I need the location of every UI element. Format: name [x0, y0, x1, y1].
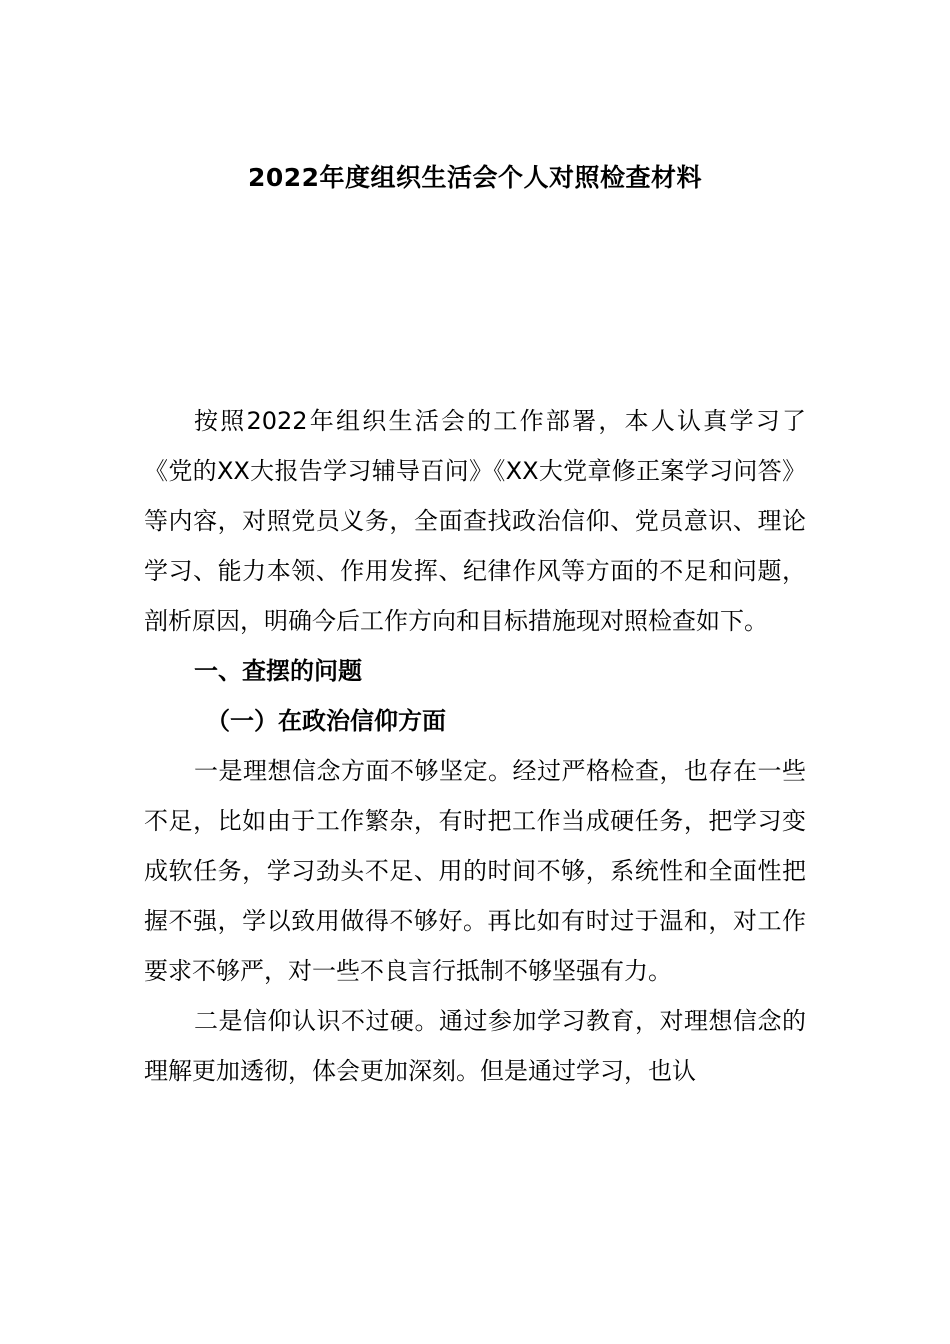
paragraph-point-two: 二是信仰认识不过硬。通过参加学习教育，对理想信念的理解更加透彻，体会更加深刻。但是通过学习，也认 — [144, 1007, 806, 1085]
document-title: 2022年度组织生活会个人对照检查材料 — [247, 163, 703, 192]
document-body — [144, 396, 806, 1096]
section-heading-problems: 一、查摆的问题 — [194, 657, 362, 685]
paragraph-point-one: 一是理想信念方面不够坚定。经过严格检查，也存在一些不足，比如由于工作繁杂，有时把工作当成硬任务，把学习变成软任务，学习劲头不足、用的时间不够，系统性和全面性把握不强，学以致用做得不够好。再比如有时过于温和，对工作要求不够严，对一些不良言行抵制不够坚强有力。 — [144, 757, 806, 985]
subsection-heading-political-belief: （一）在政治信仰方面 — [206, 707, 446, 735]
paragraph-intro: 按照2022年组织生活会的工作部署，本人认真学习了《党的XX大报告学习辅导百问》《XX大党章修正案学习问答》等内容，对照党员义务，全面查找政治信仰、党员意识、理论学习、能力本领、作用发挥、纪律作风等方面的不足和问题，剖析原因，明确今后工作方向和目标措施现对照检查如下。 — [144, 407, 806, 635]
